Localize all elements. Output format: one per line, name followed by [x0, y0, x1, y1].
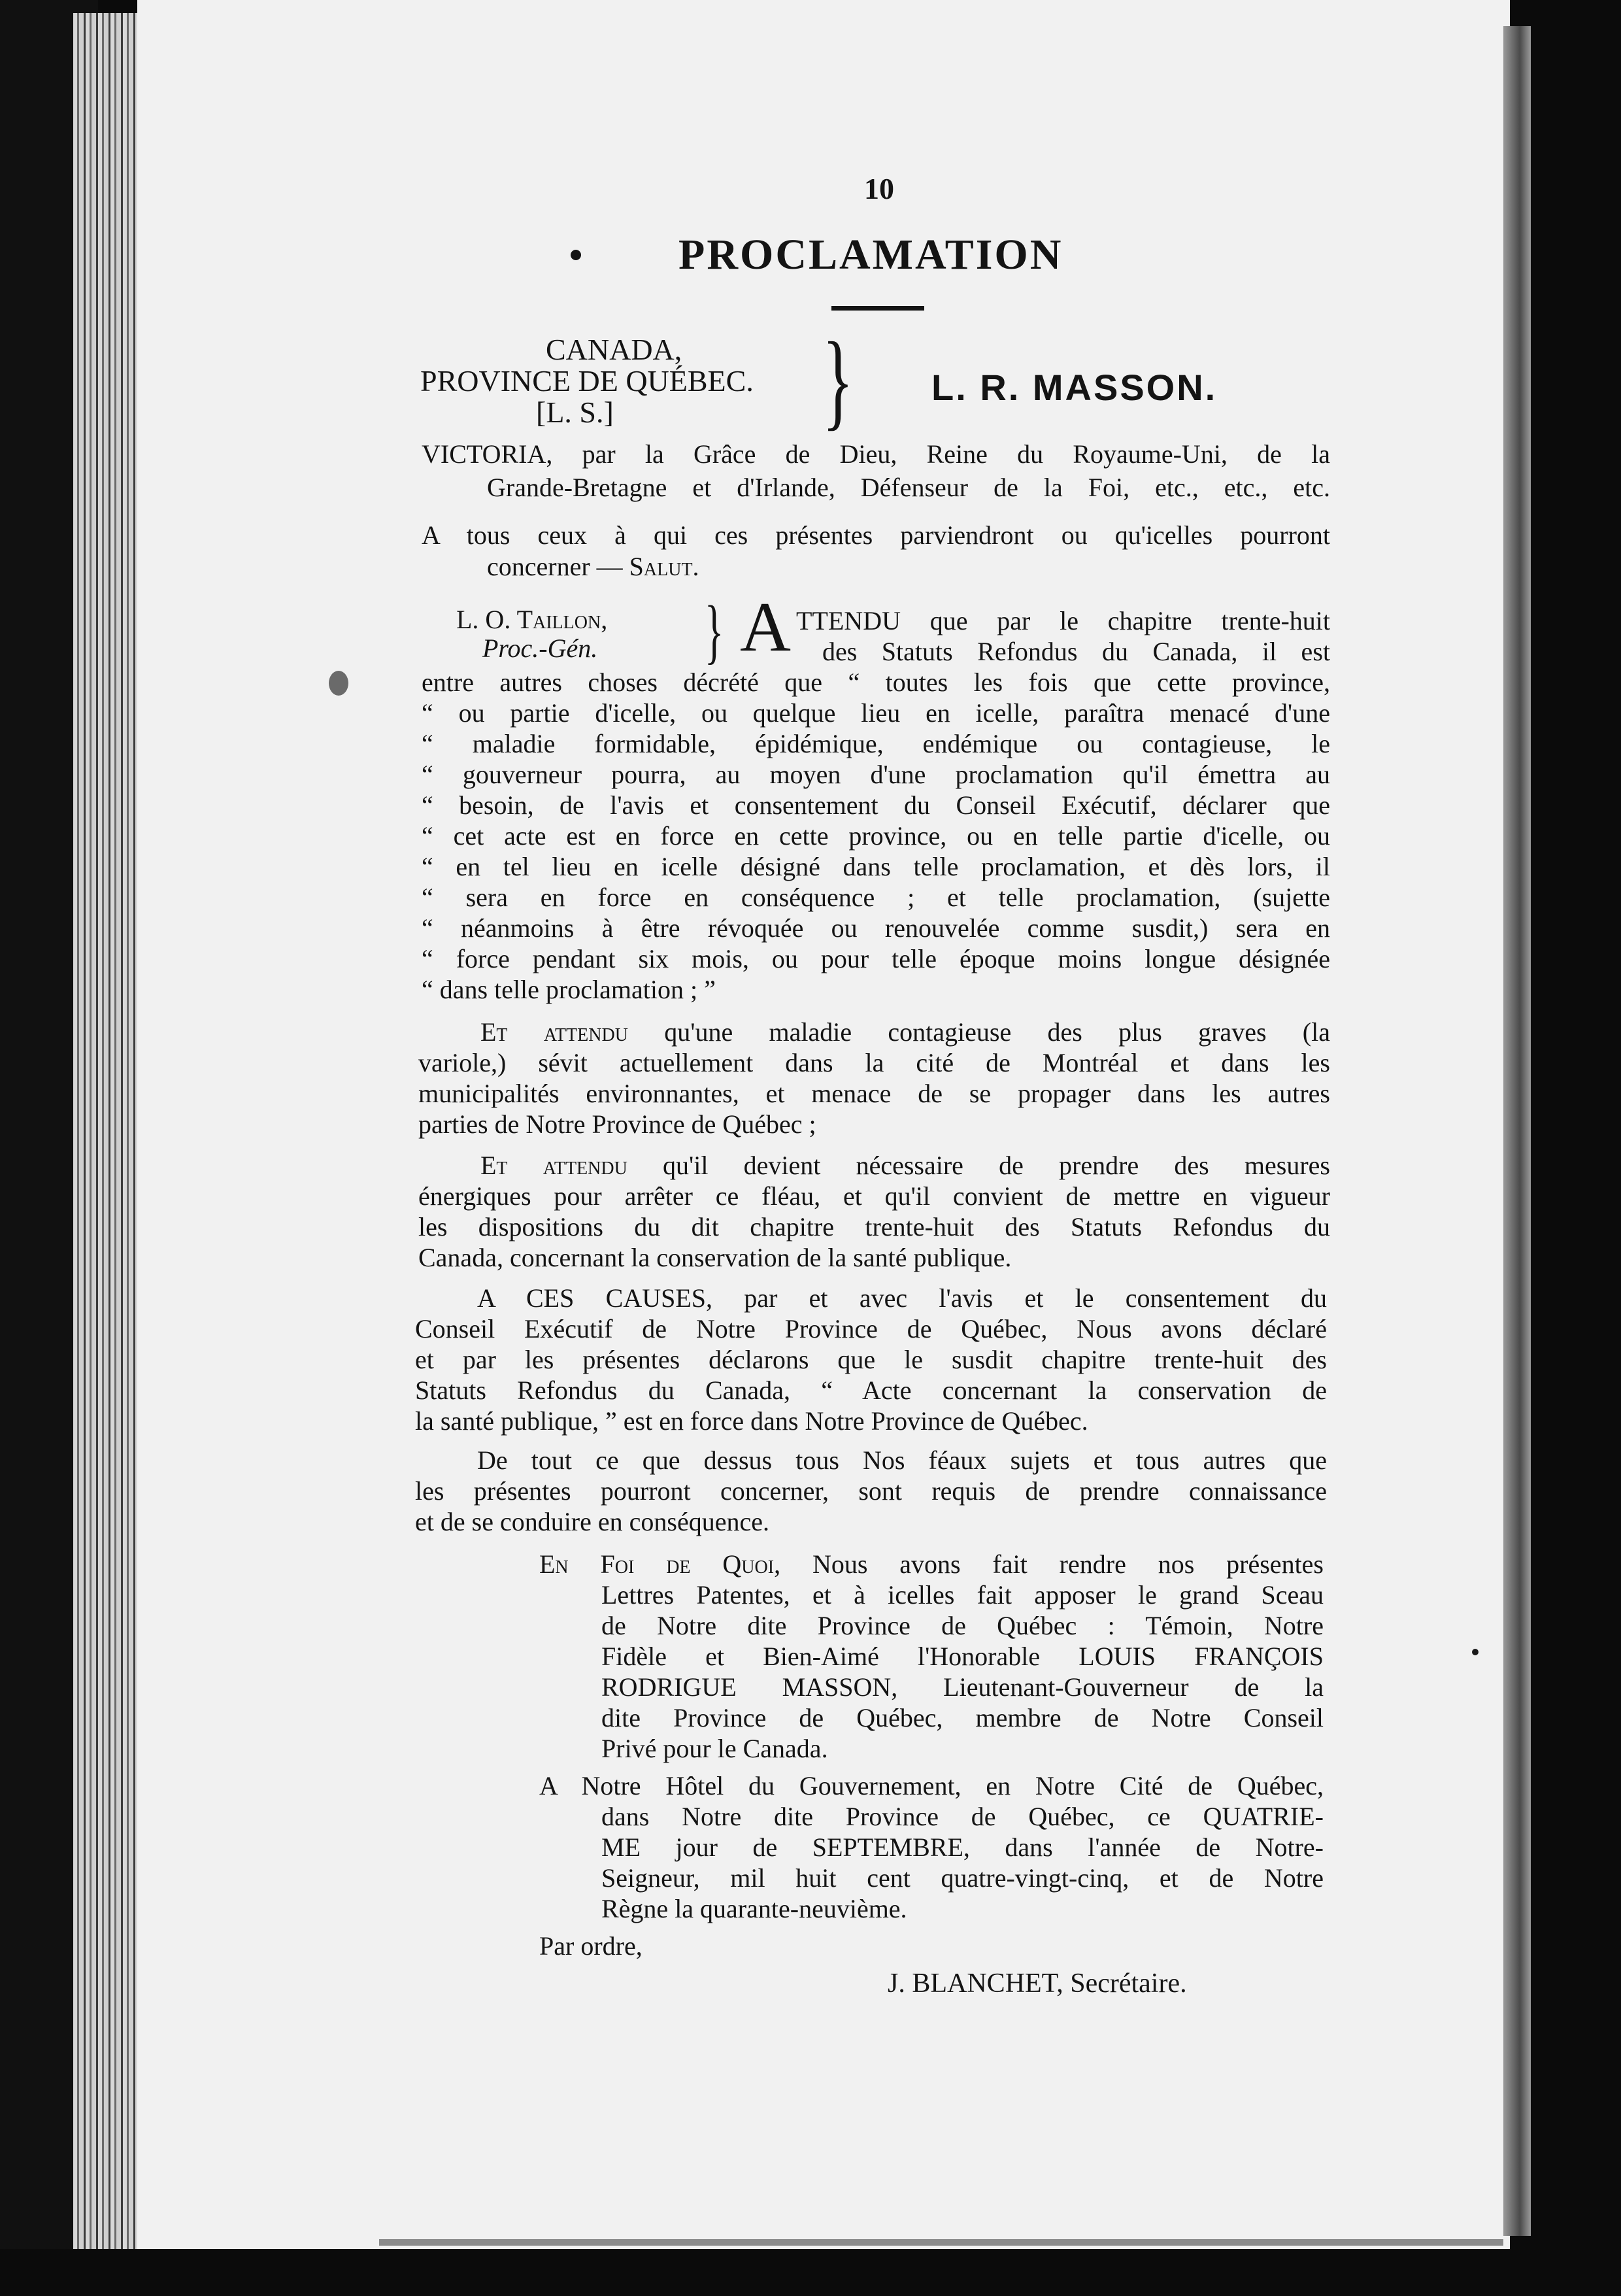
et-attendu-lead: Et attendu	[480, 1151, 627, 1180]
hotel-line: ME jour de SEPTEMBRE, dans l'année de Notre-	[601, 1832, 1324, 1862]
hotel-line: Règne la quarante-neuvième.	[601, 1894, 907, 1923]
et-attendu-1-line: Et attendu qu'une maladie contagieuse des plus graves (la	[480, 1017, 1330, 1047]
et-attendu-2-line: Canada, concernant la conservation de la santé publique.	[418, 1243, 1012, 1272]
header-governor: L. R. MASSON.	[931, 367, 1218, 408]
header-brace: }	[822, 320, 854, 440]
et-attendu-2-line: énergiques pour arrêter ce fléau, et qu'il convient de mettre en vigueur	[418, 1181, 1330, 1211]
ces-causes-line: et par les présentes déclarons que le susdit chapitre trente-huit des	[415, 1345, 1327, 1374]
en-foi-line: Privé pour le Canada.	[601, 1734, 828, 1763]
header-seal: [L. S.]	[536, 396, 614, 429]
en-foi-line: de Notre dite Province de Québec : Témoin, Notre	[601, 1611, 1324, 1640]
et-attendu-2-line: Et attendu qu'il devient nécessaire de prendre des mesures	[480, 1151, 1330, 1180]
et-attendu-1-line: parties de Notre Province de Québec ;	[418, 1109, 816, 1139]
drop-cap: A	[740, 588, 791, 666]
hotel-line: dans Notre dite Province de Québec, ce QUATRIE-	[601, 1802, 1324, 1831]
ces-causes-line: A CES CAUSES, par et avec l'avis et le consentement du	[477, 1283, 1327, 1313]
salutation-line: A tous ceux à qui ces présentes parviendront ou qu'icelles pourront	[422, 520, 1330, 550]
header-canada: CANADA,	[546, 333, 682, 366]
et-attendu-lead: Et attendu	[480, 1017, 628, 1047]
attorney-name: L. O. Taillon,	[456, 605, 608, 634]
attendu-line: “ sera en force en conséquence ; et telle proclamation, (sujette	[422, 883, 1330, 912]
hotel-line: A Notre Hôtel du Gouvernement, en Notre Cité de Québec,	[539, 1771, 1324, 1800]
attendu-line: “ cet acte est en force en cette province, ou en telle partie d'icelle, ou	[422, 821, 1330, 851]
page-edges	[73, 13, 145, 2282]
attendu-line: “ gouverneur pourra, au moyen d'une proclamation qu'il émettra au	[422, 760, 1330, 789]
ink-dot	[1472, 1649, 1479, 1655]
et-attendu-1-line: variole,) sévit actuellement dans la cité de Montréal et dans les	[418, 1048, 1330, 1077]
et-attendu-1-line: municipalités environnantes, et menace de se propager dans les autres	[418, 1079, 1330, 1108]
et-attendu-2-line: les dispositions du dit chapitre trente-huit des Statuts Refondus du	[418, 1212, 1330, 1241]
page-number: 10	[864, 172, 894, 205]
par-ordre: Par ordre,	[539, 1931, 643, 1961]
attendu-line: “ force pendant six mois, ou pour telle époque moins longue désignée	[422, 944, 1330, 973]
attendu-line: “ maladie formidable, épidémique, endémique ou contagieuse, le	[422, 729, 1330, 758]
en-foi-line: Fidèle et Bien-Aimé l'Honorable LOUIS FRANÇOIS	[601, 1642, 1324, 1671]
attorney-brace: }	[705, 591, 724, 671]
document-title: PROCLAMATION	[678, 231, 1063, 279]
scan-right-edge	[1523, 0, 1621, 2296]
en-foi-line: En Foi de Quoi, Nous avons fait rendre nos présentes	[539, 1549, 1324, 1579]
attendu-line: TTENDU que par le chapitre trente-huit	[796, 606, 1330, 635]
scan-bottom-edge	[0, 2249, 1621, 2296]
salutation-line: concerner — Salut.	[487, 552, 699, 581]
signature: J. BLANCHET, Secrétaire.	[888, 1968, 1187, 1999]
page-bottom-edge	[379, 2239, 1503, 2246]
de-tout-line: et de se conduire en conséquence.	[415, 1507, 769, 1536]
hotel-line: Seigneur, mil huit cent quatre-vingt-cinq, et de Notre	[601, 1863, 1324, 1893]
attendu-line: “ ou partie d'icelle, ou quelque lieu en icelle, paraîtra menacé d'une	[422, 698, 1330, 728]
en-foi-line: Lettres Patentes, et à icelles fait apposer le grand Sceau	[601, 1580, 1324, 1610]
victoria-line: Grande-Bretagne et d'Irlande, Défenseur de la Foi, etc., etc., etc.	[487, 473, 1330, 502]
de-tout-line: les présentes pourront concerner, sont requis de prendre connaissance	[415, 1476, 1327, 1506]
title-rule	[831, 306, 924, 311]
en-foi-line: dite Province de Québec, membre de Notre Conseil	[601, 1703, 1324, 1732]
ces-causes-line: la santé publique, ” est en force dans Notre Province de Québec.	[415, 1406, 1088, 1436]
en-foi-line: RODRIGUE MASSON, Lieutenant-Gouverneur de la	[601, 1672, 1324, 1702]
attendu-line: “ besoin, de l'avis et consentement du Conseil Exécutif, déclarer que	[422, 790, 1330, 820]
page-gutter-shadow	[1503, 26, 1531, 2236]
en-foi-lead: En Foi de Quoi,	[539, 1549, 781, 1579]
de-tout-line: De tout ce que dessus tous Nos féaux sujets et tous autres que	[477, 1445, 1327, 1475]
attendu-line: “ dans telle proclamation ; ”	[422, 975, 716, 1004]
attendu-line: entre autres choses décrété que “ toutes les fois que cette province,	[422, 667, 1330, 697]
salut-word: Salut.	[629, 552, 699, 581]
ces-causes-line: Statuts Refondus du Canada, “ Acte concernant la conservation de	[415, 1376, 1327, 1405]
header-province: PROVINCE DE QUÉBEC.	[420, 364, 754, 397]
victoria-line: VICTORIA, par la Grâce de Dieu, Reine du Royaume-Uni, de la	[422, 439, 1330, 469]
attendu-line: des Statuts Refondus du Canada, il est	[822, 637, 1330, 666]
ink-speck	[329, 671, 348, 696]
bullet-mark	[571, 250, 581, 260]
attendu-line: “ néanmoins à être révoquée ou renouvelée comme susdit,) sera en	[422, 913, 1330, 943]
attendu-line: “ en tel lieu en icelle désigné dans telle proclamation, et dès lors, il	[422, 852, 1330, 881]
ces-causes-line: Conseil Exécutif de Notre Province de Québec, Nous avons déclaré	[415, 1314, 1327, 1343]
attorney-title: Proc.-Gén.	[482, 633, 598, 663]
